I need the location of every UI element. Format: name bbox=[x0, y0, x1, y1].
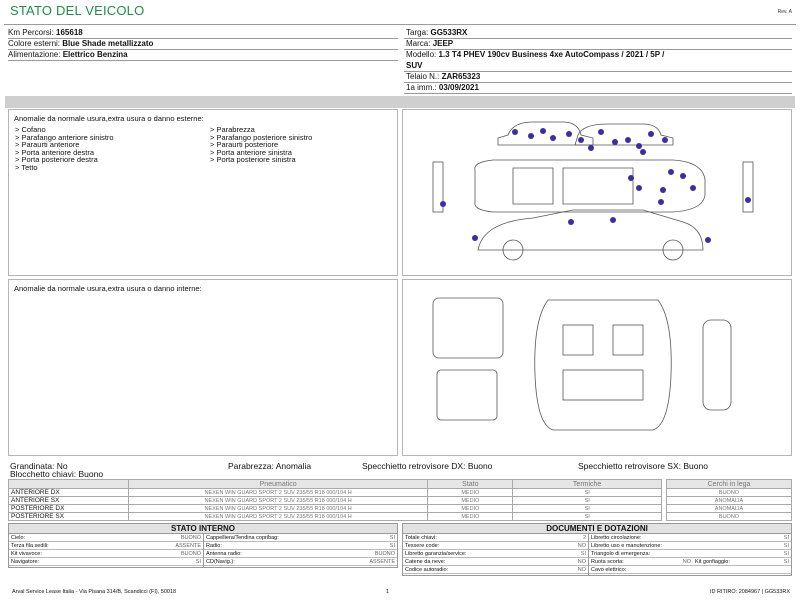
item-label: Libretto uso e manutenzione: bbox=[591, 543, 662, 549]
item-value: NO bbox=[682, 559, 691, 565]
list-item bbox=[9, 558, 203, 566]
external-damage-title: Anomalie da normale usura,extra usura o danno esterne: bbox=[14, 114, 204, 123]
car-rear-view bbox=[575, 124, 673, 145]
key-lock-status: Blocchetto chiavi: Buono bbox=[10, 469, 104, 479]
tire-model: NEXEN WIN GUARD SPORT 2 SUV 235/55 R18 000/104 H bbox=[128, 505, 428, 513]
car-interior-front bbox=[433, 298, 503, 358]
model-value-cont: SUV bbox=[406, 61, 423, 70]
item-label: Cavo elettrico: bbox=[591, 567, 627, 573]
external-damage-list-right bbox=[210, 126, 312, 164]
tire-model: NEXEN WIN GUARD SPORT 2 SUV 235/55 R18 000/104 H bbox=[128, 497, 428, 505]
item-label: Terza fila sedili: bbox=[11, 543, 49, 549]
list-item bbox=[589, 550, 693, 558]
rims-header: Cerchi in lega bbox=[667, 480, 792, 489]
item-label: Totale chiavi: bbox=[405, 535, 437, 541]
rim-state: ANOMALIA bbox=[667, 505, 792, 513]
revision-label: Rev. A bbox=[777, 9, 792, 15]
item-value: SI bbox=[783, 543, 789, 549]
tires-header: Termiche bbox=[513, 480, 662, 489]
windshield-status: Parabrezza: Anomalia bbox=[228, 461, 312, 471]
color-value: Blue Shade metallizzato bbox=[62, 39, 154, 48]
item-label: Codice autoradio: bbox=[405, 567, 449, 573]
km-label: Km Percorsi: bbox=[8, 28, 54, 37]
item-value: ASSENTE bbox=[369, 559, 395, 565]
item-value: SI bbox=[783, 535, 789, 541]
list-item bbox=[589, 542, 693, 550]
item-value: ASSENTE bbox=[175, 543, 201, 549]
rims-table bbox=[666, 479, 792, 521]
item-label: Cappelliera/Tendina copribag: bbox=[206, 535, 279, 541]
registration-label: 1a imm.: bbox=[406, 83, 437, 92]
item-label: CD(Navig.): bbox=[206, 559, 235, 565]
mirror-sx-status: Specchietto retrovisore SX: Buono bbox=[578, 461, 708, 471]
list-item bbox=[9, 550, 203, 558]
item-label: Kit gonfiaggio: bbox=[695, 559, 730, 565]
item-label: Cielo: bbox=[11, 535, 26, 541]
item-value: SI bbox=[195, 559, 201, 565]
damage-item: > Parabrezza bbox=[210, 125, 255, 134]
item-value: BUONO bbox=[374, 551, 395, 557]
table-row bbox=[667, 497, 792, 505]
table-row bbox=[667, 505, 792, 513]
tire-position: ANTERIORE DX bbox=[9, 489, 129, 497]
footer-address: Arval Service Lease Italia - Via Pisana 314/B, Scandicci (FI), 50018 bbox=[12, 589, 177, 595]
car-interior-rear bbox=[437, 370, 497, 420]
list-item bbox=[403, 542, 588, 550]
list-item bbox=[693, 534, 791, 542]
item-value: NO bbox=[577, 567, 586, 573]
damage-item: > Tetto bbox=[15, 162, 38, 172]
tire-state: MEDIO bbox=[428, 505, 513, 513]
car-dashboard bbox=[703, 320, 731, 410]
divider bbox=[588, 534, 589, 575]
item-value: SI bbox=[580, 551, 586, 557]
plate-value: GG533RX bbox=[430, 28, 468, 37]
plate-row bbox=[406, 27, 467, 38]
table-row bbox=[9, 505, 662, 513]
registration-value: 03/09/2021 bbox=[438, 83, 479, 92]
model-row bbox=[406, 49, 664, 60]
chassis-value: ZAR65323 bbox=[441, 72, 481, 81]
tire-model: NEXEN WIN GUARD SPORT 2 SUV 235/55 R18 000/104 H bbox=[128, 489, 428, 497]
rim-state: ANOMALIA bbox=[667, 497, 792, 505]
list-item bbox=[693, 558, 791, 566]
car-exterior-diagram bbox=[403, 110, 791, 275]
km-value: 165618 bbox=[56, 28, 83, 37]
item-value: NO bbox=[577, 559, 586, 565]
car-interior-top bbox=[535, 300, 671, 430]
internal-state-title: STATO INTERNO bbox=[9, 524, 397, 534]
item-value: SI bbox=[389, 535, 395, 541]
internal-diagram-panel bbox=[402, 279, 792, 456]
color-row bbox=[8, 38, 153, 49]
list-item bbox=[589, 534, 693, 542]
tires-header: Stato bbox=[428, 480, 513, 489]
tire-position: ANTERIORE SX bbox=[9, 497, 129, 505]
model-row-cont bbox=[406, 60, 422, 71]
list-item bbox=[204, 558, 397, 566]
car-side-strip-right bbox=[743, 162, 753, 212]
list-item bbox=[693, 542, 791, 550]
damage-item: > Cofano bbox=[15, 125, 46, 134]
item-label: Libretto garanzia/service: bbox=[405, 551, 467, 557]
item-value: BUONO bbox=[180, 535, 201, 541]
km-row bbox=[8, 27, 83, 38]
list-item bbox=[589, 558, 693, 566]
damage-item: > Porta anteriore destra bbox=[15, 147, 95, 157]
damage-item: > Porta anteriore sinistra bbox=[210, 147, 292, 157]
list-item bbox=[204, 542, 397, 550]
divider bbox=[8, 60, 398, 61]
tire-position: POSTERIORE DX bbox=[9, 505, 129, 513]
internal-damage-title: Anomalie da normale usura,extra usura o danno interne: bbox=[14, 284, 202, 293]
brand-value: JEEP bbox=[432, 39, 454, 48]
tire-state: MEDIO bbox=[428, 489, 513, 497]
brand-row bbox=[406, 38, 453, 49]
item-label: Libretto circolazione: bbox=[591, 535, 642, 541]
external-diagram-panel bbox=[402, 109, 792, 276]
documents-title: DOCUMENTI E DOTAZIONI bbox=[403, 524, 791, 534]
damage-item: > Porta posteriore destra bbox=[15, 155, 98, 165]
item-value: SI bbox=[783, 559, 789, 565]
damage-item: > Paraurti anteriore bbox=[15, 140, 80, 150]
rim-state: BUONO bbox=[667, 489, 792, 497]
list-item bbox=[403, 558, 588, 566]
external-damage-panel bbox=[8, 109, 398, 276]
tires-header bbox=[9, 480, 129, 489]
item-label: Tessere code: bbox=[405, 543, 440, 549]
brand-label: Marca: bbox=[406, 39, 431, 48]
divider bbox=[203, 534, 204, 567]
fuel-label: Alimentazione: bbox=[8, 50, 61, 59]
list-item bbox=[204, 550, 397, 558]
tire-winter: SI bbox=[513, 497, 662, 505]
section-band bbox=[5, 96, 795, 108]
list-item bbox=[204, 534, 397, 542]
car-interior-diagram bbox=[403, 280, 791, 455]
list-item bbox=[9, 542, 203, 550]
list-item bbox=[589, 566, 693, 574]
list-item bbox=[693, 566, 791, 574]
item-label: Triangolo di emergenza: bbox=[591, 551, 651, 557]
item-label: Navigatore: bbox=[11, 559, 40, 565]
page-title: STATO DEL VEICOLO bbox=[10, 3, 145, 18]
table-row bbox=[667, 489, 792, 497]
tire-winter: SI bbox=[513, 489, 662, 497]
rim-state: BUONO bbox=[667, 513, 792, 521]
item-label: Catene da neve: bbox=[405, 559, 446, 565]
item-value: NO bbox=[577, 543, 586, 549]
tire-winter: SI bbox=[513, 505, 662, 513]
footer-id: ID RITIRO: 2084967 | GG533RX bbox=[710, 589, 790, 595]
internal-damage-panel bbox=[8, 279, 398, 456]
external-damage-list-left bbox=[15, 126, 114, 172]
table-row bbox=[9, 489, 662, 497]
model-value: 1.3 T4 PHEV 190cv Business 4xe AutoCompass / 2021 / 5P / bbox=[438, 50, 665, 59]
damage-item: > Parafango anteriore sinistro bbox=[15, 132, 114, 142]
color-label: Colore esterni: bbox=[8, 39, 61, 48]
list-item bbox=[693, 550, 791, 558]
item-label: Antenna radio: bbox=[206, 551, 242, 557]
chassis-label: Telaio N.: bbox=[406, 72, 440, 81]
table-row bbox=[667, 513, 792, 521]
list-item bbox=[9, 534, 203, 542]
plate-label: Targa: bbox=[406, 28, 429, 37]
damage-item: > Parafango posteriore sinistro bbox=[210, 132, 313, 142]
item-value: BUONO bbox=[180, 551, 201, 557]
documents-box bbox=[402, 523, 792, 576]
fuel-row bbox=[8, 49, 128, 60]
divider bbox=[404, 93, 792, 94]
car-side-view bbox=[478, 210, 703, 250]
list-item bbox=[403, 550, 588, 558]
item-label: Ruota scorta: bbox=[591, 559, 624, 565]
internal-state-box bbox=[8, 523, 398, 568]
page-number: 1 bbox=[386, 589, 390, 595]
hail-status: Grandinata: No bbox=[10, 461, 68, 471]
tire-model: NEXEN WIN GUARD SPORT 2 SUV 235/55 R18 000/104 H bbox=[128, 513, 428, 521]
damage-item: > Paraurti posteriore bbox=[210, 140, 279, 150]
tires-header: Pneumatico bbox=[128, 480, 428, 489]
fuel-value: Elettrico Benzina bbox=[62, 50, 128, 59]
item-value: SI bbox=[389, 543, 395, 549]
mirror-dx-status: Specchietto retrovisore DX: Buono bbox=[362, 461, 493, 471]
tires-table bbox=[8, 479, 662, 521]
table-row bbox=[9, 513, 662, 521]
item-label: Kit vivavoce: bbox=[11, 551, 42, 557]
model-label: Modello: bbox=[406, 50, 437, 59]
item-value: 2 bbox=[582, 535, 586, 541]
item-value: SI bbox=[783, 551, 789, 557]
list-item bbox=[403, 534, 588, 542]
tire-winter: SI bbox=[513, 513, 662, 521]
tire-state: MEDIO bbox=[428, 497, 513, 505]
table-row bbox=[9, 497, 662, 505]
tire-state: MEDIO bbox=[428, 513, 513, 521]
chassis-row bbox=[406, 71, 480, 82]
tire-position: POSTERIORE SX bbox=[9, 513, 129, 521]
divider bbox=[404, 38, 792, 39]
item-label: Radio: bbox=[206, 543, 222, 549]
damage-item: > Porta posteriore sinistra bbox=[210, 155, 296, 165]
registration-row bbox=[406, 82, 479, 93]
header-divider bbox=[4, 24, 796, 25]
list-item bbox=[403, 566, 588, 574]
